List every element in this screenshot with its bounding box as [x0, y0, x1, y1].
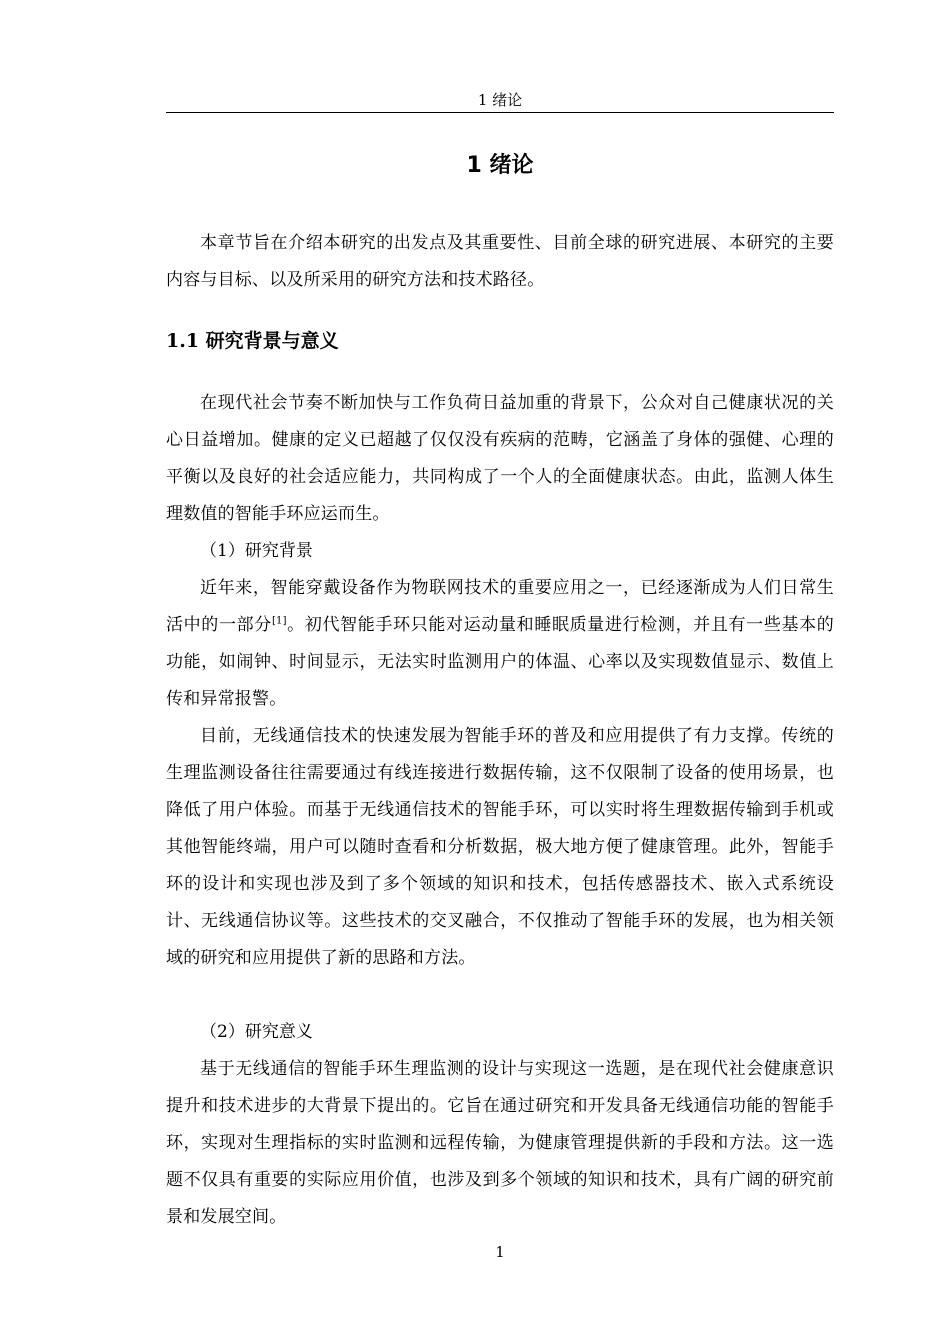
- citation-reference: [1]: [271, 615, 287, 627]
- page-number: 1: [495, 1243, 505, 1261]
- paragraph-text-part: 近年来，智能穿戴设备作为物联网技术的重要应用之一，已经逐渐成为人们日常生活中的一部分: [166, 578, 834, 635]
- subheading-research-significance: （2）研究意义: [200, 1022, 313, 1042]
- running-header: 1 绪论: [477, 91, 523, 109]
- research-background-paragraph-2: 目前，无线通信技术的快速发展为智能手环的普及和应用提供了有力支撑。传统的生理监测设备往往需要通过有线连接进行数据传输，这不仅限制了设备的使用场景，也降低了用户体验。而基于无线通信技术的智能手环，可以实时将生理数据传输到手机或其他智能终端，用户可以随时查看和分析数据，极大地方便了健康管理。此外，智能手环的设计和实现也涉及到了多个领域的知识和技术，包括传感器技术、嵌入式系统设计、无线通信协议等。这些技术的交叉融合，不仅推动了智能手环的发展，也为相关领域的研究和应用提供了新的思路和方法。: [166, 726, 834, 968]
- chapter-title: 1 绪论: [466, 153, 534, 178]
- intro-paragraph: 本章节旨在介绍本研究的出发点及其重要性、目前全球的研究进展、本研究的主要内容与目标、以及所采用的研究方法和技术路径。: [166, 233, 834, 290]
- background-paragraph: 在现代社会节奏不断加快与工作负荷日益加重的背景下，公众对自己健康状况的关心日益增加。健康的定义已超越了仅仅没有疾病的范畴，它涵盖了身体的强健、心理的平衡以及良好的社会适应能力，共同构成了一个人的全面健康状态。由此，监测人体生理数值的智能手环应运而生。: [166, 393, 834, 524]
- header-rule: [166, 112, 834, 113]
- section-heading: 1.1 研究背景与意义: [166, 330, 339, 352]
- research-significance-paragraph: 基于无线通信的智能手环生理监测的设计与实现这一选题，是在现代社会健康意识提升和技术进步的大背景下提出的。它旨在通过研究和开发具备无线通信功能的智能手环，实现对生理指标的实时监测和远程传输，为健康管理提供新的手段和方法。这一选题不仅具有重要的实际应用价值，也涉及到多个领域的知识和技术，具有广阔的研究前景和发展空间。: [166, 1059, 834, 1227]
- research-background-paragraph-1: [166, 570, 834, 718]
- subheading-research-background: （1）研究背景: [200, 541, 313, 561]
- paragraph-text-part: 。初代智能手环只能对运动量和睡眠质量进行检测，并且有一些基本的功能，如闹钟、时间显示，无法实时监测用户的体温、心率以及实现数值显示、数值上传和异常报警。: [166, 615, 835, 709]
